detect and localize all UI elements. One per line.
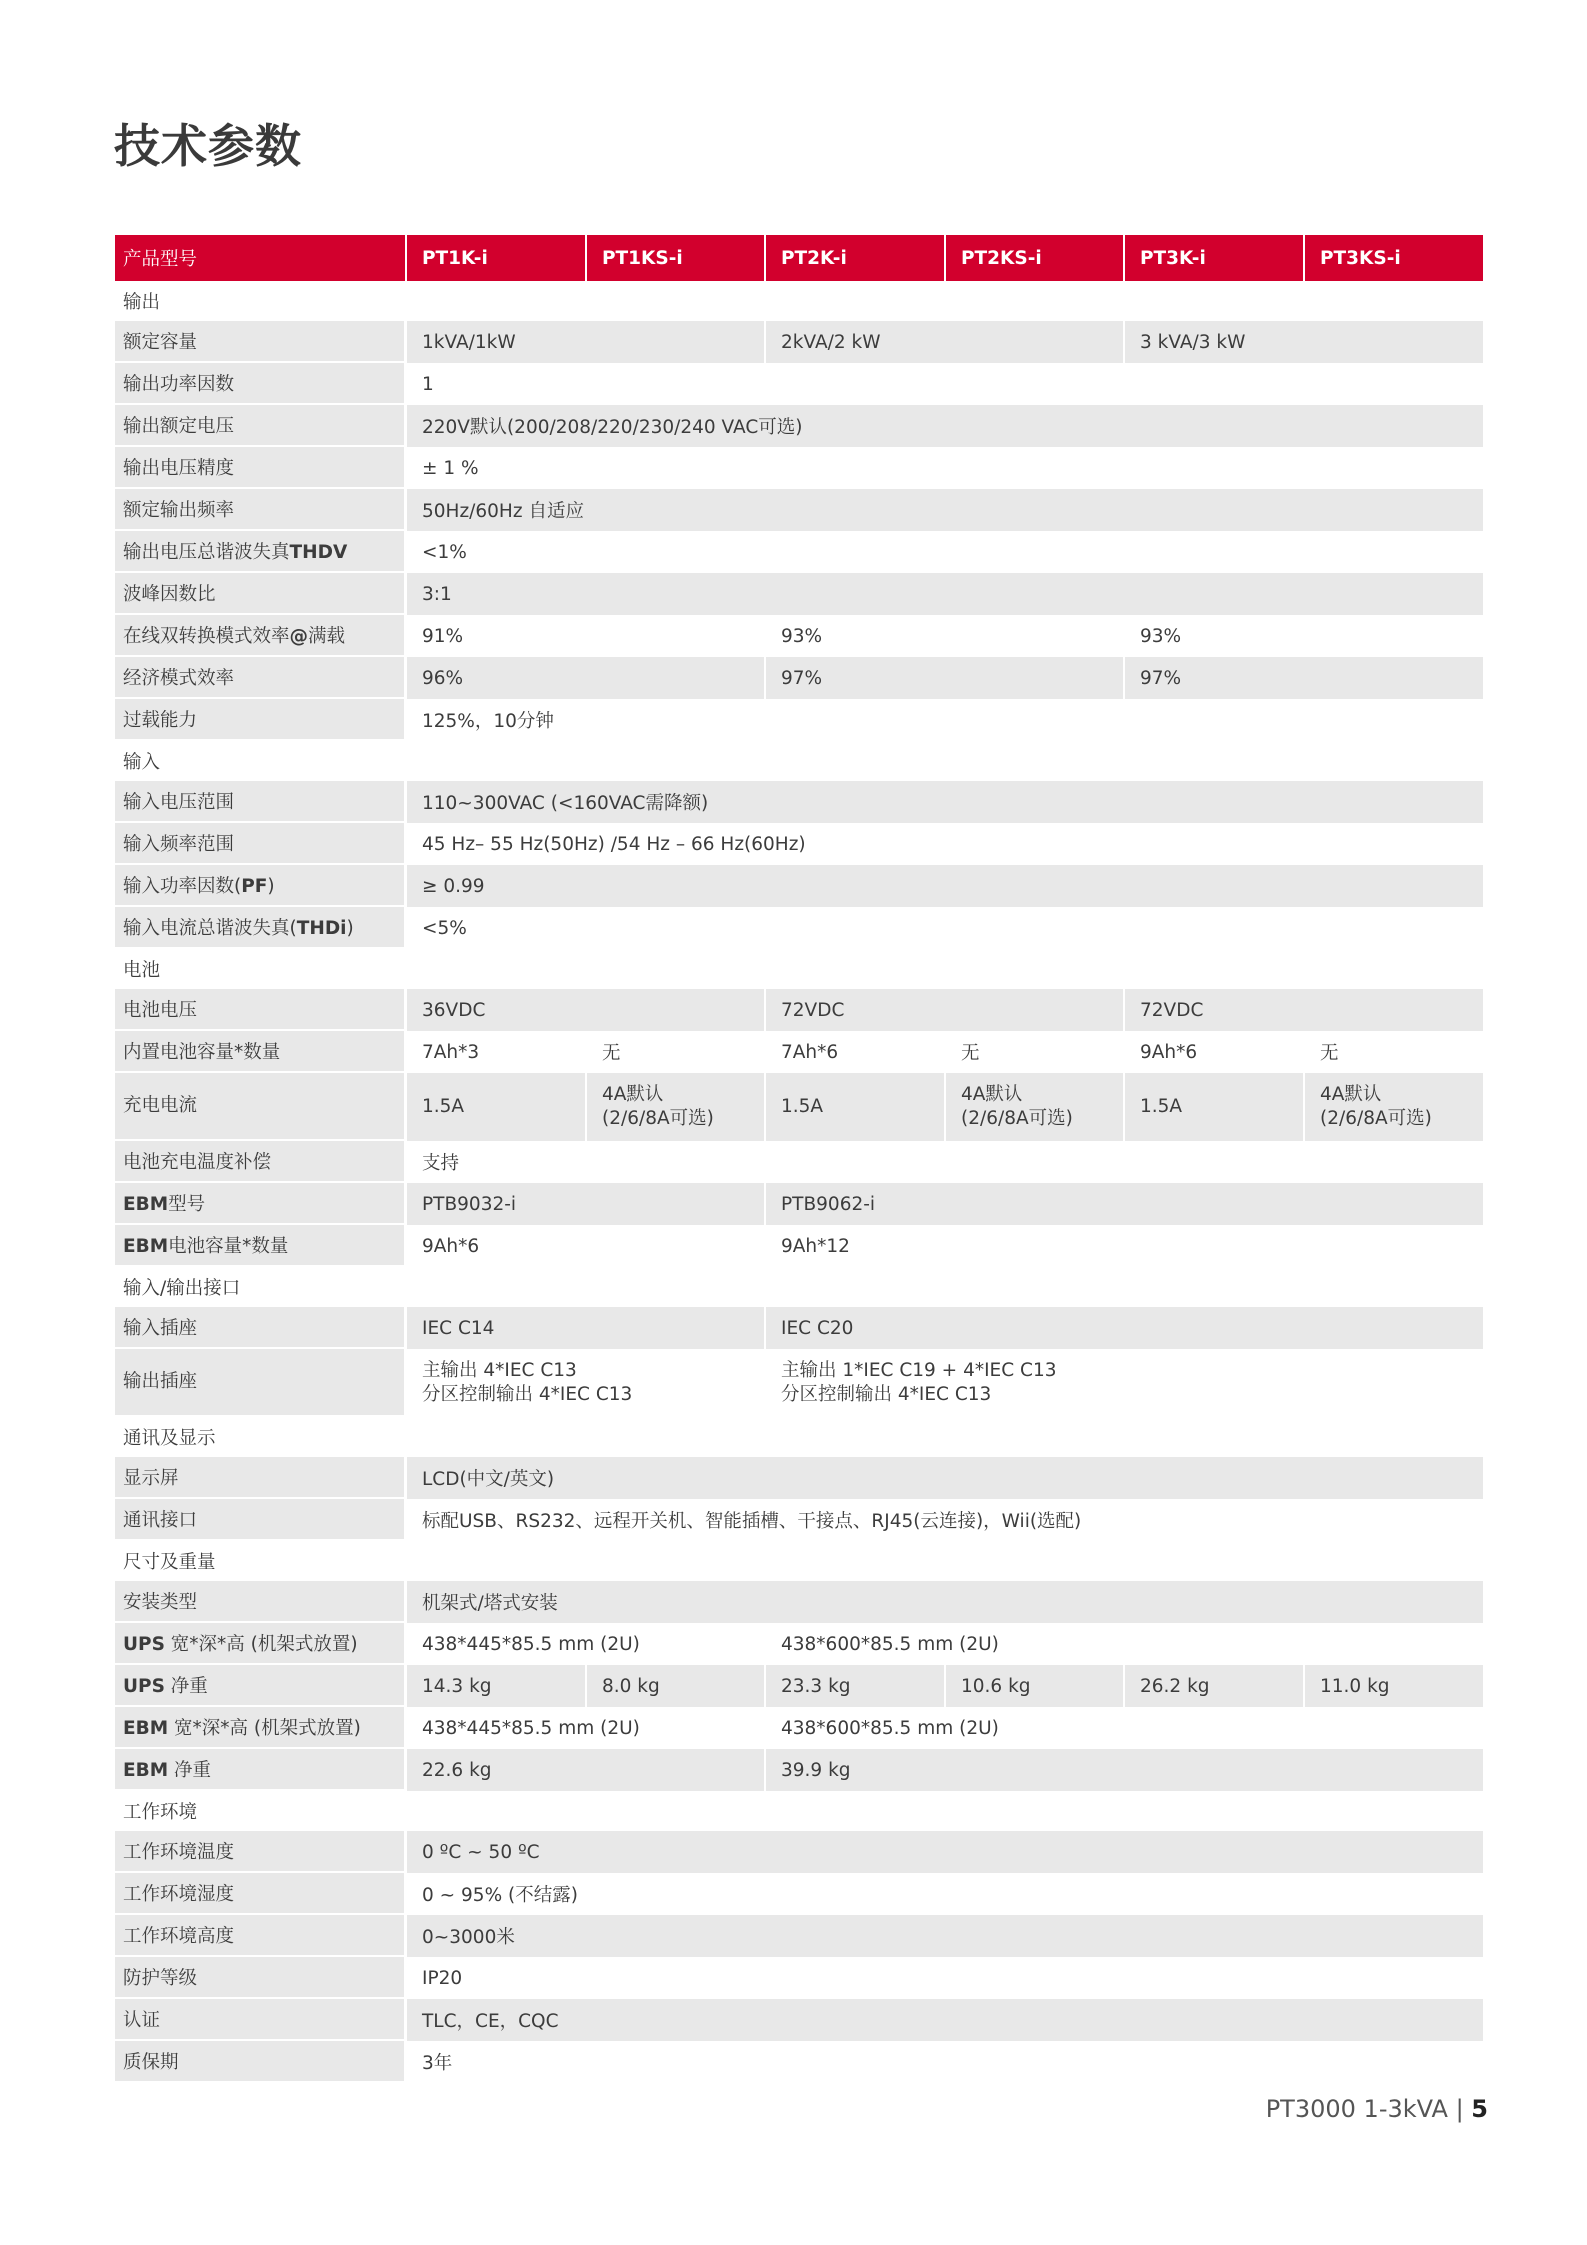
cell-value: 1 <box>422 373 434 395</box>
table-cell <box>407 699 1483 741</box>
row-label: 输入频率范围 <box>115 823 407 865</box>
table-cell <box>766 1073 946 1141</box>
table-cell <box>407 989 766 1031</box>
table-cell <box>407 1499 1483 1541</box>
cell-value: PTB9062-i <box>781 1193 876 1215</box>
section-title: 工作环境 <box>115 1791 1483 1831</box>
row-label: 输出功率因数 <box>115 363 407 405</box>
table-cell <box>1125 1665 1305 1707</box>
table-row <box>115 1749 1483 1791</box>
table-row <box>115 615 1483 657</box>
cell-value: 14.3 kg <box>422 1675 492 1697</box>
table-cell <box>407 1707 766 1749</box>
row-label: EBM 净重 <box>115 1749 407 1791</box>
cell-value: 主输出 4*IEC C13 <box>422 1360 577 1381</box>
section-header-row <box>115 949 1483 989</box>
spec-table <box>115 235 1483 2083</box>
cell-value: IEC C14 <box>422 1317 495 1339</box>
table-cell <box>407 1749 766 1791</box>
table-cell <box>407 1665 587 1707</box>
cell-value-line2: (2/6/8A可选) <box>961 1108 1073 1129</box>
cell-value: 11.0 kg <box>1320 1675 1390 1697</box>
row-label: 波峰因数比 <box>115 573 407 615</box>
footer-product: PT3000 1-3kVA | <box>1265 2095 1464 2123</box>
table-cell <box>766 1623 1483 1665</box>
table-cell <box>407 1141 1483 1183</box>
table-row <box>115 363 1483 405</box>
table-row <box>115 1073 1483 1141</box>
cell-value: 0 ~ 95% (不结露) <box>422 1885 578 1906</box>
cell-value: IEC C20 <box>781 1317 854 1339</box>
row-label: 通讯接口 <box>115 1499 407 1541</box>
row-label: 工作环境高度 <box>115 1915 407 1957</box>
row-label: 输入电压范围 <box>115 781 407 823</box>
cell-value: 438*445*85.5 mm (2U) <box>422 1633 640 1655</box>
row-label: 输入电流总谐波失真(THDi) <box>115 907 407 949</box>
table-cell <box>587 1665 766 1707</box>
table-cell <box>766 615 1125 657</box>
row-label: 输入插座 <box>115 1307 407 1349</box>
table-row <box>115 447 1483 489</box>
row-label: 质保期 <box>115 2041 407 2083</box>
cell-value: 7Ah*6 <box>781 1041 839 1063</box>
table-cell <box>407 1957 1483 1999</box>
table-cell <box>407 823 1483 865</box>
table-cell <box>407 573 1483 615</box>
cell-value: 4A默认 <box>602 1084 664 1105</box>
row-label: 认证 <box>115 1999 407 2041</box>
table-cell <box>407 405 1483 447</box>
cell-value: 72VDC <box>781 999 845 1021</box>
row-label: 内置电池容量*数量 <box>115 1031 407 1073</box>
cell-value: TLC，CE，CQC <box>422 2011 559 2032</box>
table-cell <box>407 1307 766 1349</box>
table-cell <box>1125 1073 1305 1141</box>
table-row <box>115 531 1483 573</box>
table-cell <box>766 1183 1483 1225</box>
section-header-row <box>115 1791 1483 1831</box>
cell-value: 3:1 <box>422 583 452 605</box>
table-cell <box>766 1031 946 1073</box>
table-row <box>115 1873 1483 1915</box>
table-row <box>115 1183 1483 1225</box>
section-header-row <box>115 281 1483 321</box>
table-cell <box>407 907 1483 949</box>
section-title: 尺寸及重量 <box>115 1541 1483 1581</box>
section-header-row <box>115 1267 1483 1307</box>
cell-value: 无 <box>602 1043 621 1064</box>
cell-value: 97% <box>1140 667 1182 689</box>
cell-value: 97% <box>781 667 823 689</box>
table-row <box>115 865 1483 907</box>
table-cell <box>587 1031 766 1073</box>
row-label: 过载能力 <box>115 699 407 741</box>
cell-value: 2kVA/2 kW <box>781 331 881 353</box>
model-header: PT2KS-i <box>946 235 1125 281</box>
cell-value: 96% <box>422 667 464 689</box>
table-cell <box>407 657 766 699</box>
cell-value: 438*600*85.5 mm (2U) <box>781 1633 999 1655</box>
table-row <box>115 1665 1483 1707</box>
table-row <box>115 1957 1483 1999</box>
cell-value: 支持 <box>422 1153 460 1174</box>
model-header: PT1K-i <box>407 235 587 281</box>
section-title: 输入/输出接口 <box>115 1267 1483 1307</box>
row-label: 额定容量 <box>115 321 407 363</box>
table-cell <box>766 1707 1483 1749</box>
table-cell <box>766 1225 1483 1267</box>
table-cell <box>1125 657 1483 699</box>
table-cell <box>407 2041 1483 2083</box>
table-cell <box>1305 1031 1483 1073</box>
row-label: 额定输出频率 <box>115 489 407 531</box>
cell-value: 125%，10分钟 <box>422 711 554 732</box>
cell-value: 无 <box>1320 1043 1339 1064</box>
section-title: 输入 <box>115 741 1483 781</box>
cell-value: 机架式/塔式安装 <box>422 1593 558 1614</box>
table-cell <box>407 1581 1483 1623</box>
cell-value: 3年 <box>422 2053 453 2074</box>
cell-value-line2: (2/6/8A可选) <box>1320 1108 1432 1129</box>
header-label: 产品型号 <box>115 235 407 281</box>
cell-value: LCD(中文/英文) <box>422 1469 555 1490</box>
table-row <box>115 405 1483 447</box>
table-cell <box>766 1349 1483 1417</box>
cell-value: 110~300VAC (<160VAC需降额) <box>422 793 709 814</box>
section-header-row <box>115 1541 1483 1581</box>
table-cell <box>946 1031 1125 1073</box>
row-label: 在线双转换模式效率@满载 <box>115 615 407 657</box>
table-cell <box>407 447 1483 489</box>
cell-value: IP20 <box>422 1967 463 1989</box>
table-cell <box>1125 989 1483 1031</box>
row-label: 防护等级 <box>115 1957 407 1999</box>
table-cell <box>766 657 1125 699</box>
table-cell <box>407 1457 1483 1499</box>
table-cell <box>407 1225 766 1267</box>
cell-value-line2: 分区控制输出 4*IEC C13 <box>781 1384 992 1405</box>
section-title: 输出 <box>115 281 1483 321</box>
section-title: 电池 <box>115 949 1483 989</box>
cell-value: PTB9032-i <box>422 1193 517 1215</box>
page-title: 技术参数 <box>114 119 302 173</box>
table-cell <box>407 1349 766 1417</box>
cell-value: 1.5A <box>422 1096 465 1117</box>
cell-value: 45 Hz– 55 Hz(50Hz) /54 Hz – 66 Hz(60Hz) <box>422 833 806 855</box>
table-cell <box>1305 1073 1483 1141</box>
cell-value: 1kVA/1kW <box>422 331 516 353</box>
section-header-row <box>115 741 1483 781</box>
cell-value: 72VDC <box>1140 999 1204 1021</box>
cell-value: 93% <box>1140 625 1182 647</box>
table-cell <box>407 1999 1483 2041</box>
cell-value: <1% <box>422 541 467 563</box>
row-label: 充电电流 <box>115 1073 407 1141</box>
table-row <box>115 1031 1483 1073</box>
cell-value: 7Ah*3 <box>422 1041 480 1063</box>
cell-value: ± 1 % <box>422 457 479 479</box>
row-label: EBM型号 <box>115 1183 407 1225</box>
cell-value: 1.5A <box>1140 1096 1183 1117</box>
cell-value: 10.6 kg <box>961 1675 1031 1697</box>
model-header: PT3K-i <box>1125 235 1305 281</box>
table-cell <box>1125 615 1483 657</box>
table-row <box>115 1307 1483 1349</box>
cell-value: 36VDC <box>422 999 486 1021</box>
table-row <box>115 1457 1483 1499</box>
cell-value: 50Hz/60Hz 自适应 <box>422 501 584 522</box>
table-row <box>115 989 1483 1031</box>
row-label: UPS 净重 <box>115 1665 407 1707</box>
table-row <box>115 1999 1483 2041</box>
row-label: EBM 宽*深*高 (机架式放置) <box>115 1707 407 1749</box>
table-row <box>115 781 1483 823</box>
table-cell <box>407 1623 766 1665</box>
table-cell <box>407 363 1483 405</box>
cell-value: <5% <box>422 917 467 939</box>
table-cell <box>1125 321 1483 363</box>
cell-value: 9Ah*12 <box>781 1235 850 1257</box>
row-label: EBM电池容量*数量 <box>115 1225 407 1267</box>
cell-value: 22.6 kg <box>422 1759 492 1781</box>
row-label: 工作环境温度 <box>115 1831 407 1873</box>
table-row <box>115 1581 1483 1623</box>
cell-value-line2: (2/6/8A可选) <box>602 1108 714 1129</box>
row-label: 经济模式效率 <box>115 657 407 699</box>
table-row <box>115 1141 1483 1183</box>
cell-value: 9Ah*6 <box>422 1235 480 1257</box>
table-row <box>115 1349 1483 1417</box>
table-row <box>115 489 1483 531</box>
row-label: 输出额定电压 <box>115 405 407 447</box>
row-label: 输出电压精度 <box>115 447 407 489</box>
table-cell <box>407 1915 1483 1957</box>
page-footer <box>1266 2095 1488 2123</box>
cell-value: 39.9 kg <box>781 1759 851 1781</box>
table-header-row <box>115 235 1483 281</box>
section-header-row <box>115 1417 1483 1457</box>
table-cell <box>407 865 1483 907</box>
table-cell <box>946 1073 1125 1141</box>
cell-value: 438*600*85.5 mm (2U) <box>781 1717 999 1739</box>
table-row <box>115 823 1483 865</box>
table-cell <box>407 321 766 363</box>
cell-value: 0 ºC ~ 50 ºC <box>422 1841 540 1863</box>
model-header: PT1KS-i <box>587 235 766 281</box>
row-label: 输出电压总谐波失真THDV <box>115 531 407 573</box>
row-label: UPS 宽*深*高 (机架式放置) <box>115 1623 407 1665</box>
cell-value: 3 kVA/3 kW <box>1140 331 1246 353</box>
table-cell <box>1305 1665 1483 1707</box>
cell-value: 0~3000米 <box>422 1927 515 1948</box>
table-cell <box>407 489 1483 531</box>
table-row <box>115 1623 1483 1665</box>
cell-value: 220V默认(200/208/220/230/240 VAC可选) <box>422 417 803 438</box>
cell-value-line2: 分区控制输出 4*IEC C13 <box>422 1384 633 1405</box>
table-cell <box>766 1307 1483 1349</box>
row-label: 安装类型 <box>115 1581 407 1623</box>
cell-value: 无 <box>961 1043 980 1064</box>
cell-value: 主输出 1*IEC C19 + 4*IEC C13 <box>781 1360 1057 1381</box>
table-row <box>115 907 1483 949</box>
section-title: 通讯及显示 <box>115 1417 1483 1457</box>
table-row <box>115 1831 1483 1873</box>
cell-value: 标配USB、RS232、远程开关机、智能插槽、干接点、RJ45(云连接)，Wii(选配) <box>422 1511 1082 1532</box>
table-cell <box>407 1873 1483 1915</box>
table-row <box>115 1225 1483 1267</box>
cell-value: 23.3 kg <box>781 1675 851 1697</box>
cell-value: 91% <box>422 625 464 647</box>
cell-value: 8.0 kg <box>602 1675 660 1697</box>
table-cell <box>407 531 1483 573</box>
cell-value: 93% <box>781 625 823 647</box>
cell-value: 438*445*85.5 mm (2U) <box>422 1717 640 1739</box>
row-label: 输入功率因数(PF) <box>115 865 407 907</box>
table-row <box>115 321 1483 363</box>
table-cell <box>766 989 1125 1031</box>
table-cell <box>1125 1031 1305 1073</box>
page-number: 5 <box>1471 2095 1488 2123</box>
table-row <box>115 657 1483 699</box>
table-cell <box>407 615 766 657</box>
cell-value: 1.5A <box>781 1096 824 1117</box>
table-row <box>115 1707 1483 1749</box>
cell-value: 4A默认 <box>961 1084 1023 1105</box>
row-label: 显示屏 <box>115 1457 407 1499</box>
table-cell <box>407 1031 587 1073</box>
table-cell <box>766 1749 1483 1791</box>
table-row <box>115 2041 1483 2083</box>
table-cell <box>766 321 1125 363</box>
table-cell <box>407 1073 587 1141</box>
table-cell <box>587 1073 766 1141</box>
cell-value: 26.2 kg <box>1140 1675 1210 1697</box>
cell-value: 9Ah*6 <box>1140 1041 1198 1063</box>
table-row <box>115 1499 1483 1541</box>
model-header: PT2K-i <box>766 235 946 281</box>
table-cell <box>946 1665 1125 1707</box>
table-cell <box>407 1183 766 1225</box>
table-row <box>115 1915 1483 1957</box>
row-label: 电池电压 <box>115 989 407 1031</box>
table-cell <box>766 1665 946 1707</box>
cell-value: ≥ 0.99 <box>422 875 485 897</box>
row-label: 电池充电温度补偿 <box>115 1141 407 1183</box>
table-cell <box>407 781 1483 823</box>
table-cell <box>407 1831 1483 1873</box>
table-row <box>115 699 1483 741</box>
row-label: 工作环境湿度 <box>115 1873 407 1915</box>
row-label: 输出插座 <box>115 1349 407 1417</box>
cell-value: 4A默认 <box>1320 1084 1382 1105</box>
table-row <box>115 573 1483 615</box>
model-header: PT3KS-i <box>1305 235 1483 281</box>
